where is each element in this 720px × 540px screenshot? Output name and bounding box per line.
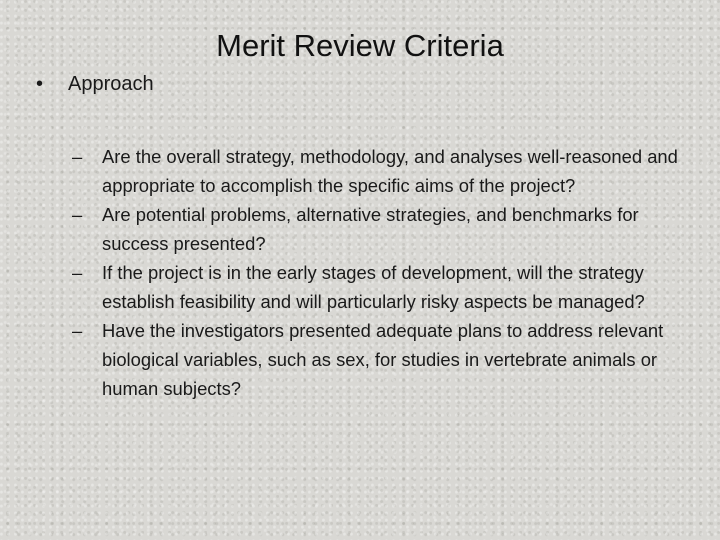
sub-bullet-text: Have the investigators presented adequate plans to address relevant biological variables, such as sex, for studies in vertebrate animals or human subjects? [102, 320, 664, 399]
sub-bullet-item [72, 200, 692, 258]
bullet-marker: • [36, 73, 44, 95]
sub-bullet-text: Are the overall strategy, methodology, and analyses well-reasoned and appropriate to accomplish the specific aims of the project? [102, 146, 678, 196]
bullet-text: Approach [68, 73, 154, 95]
sub-bullet-item [72, 142, 692, 200]
sub-bullet-text: If the project is in the early stages of development, will the strategy establish feasibility and will particularly risky aspects be managed? [102, 262, 645, 312]
sub-bullet-text: Are potential problems, alternative strategies, and benchmarks for success presented? [102, 204, 639, 254]
dash-marker: – [72, 320, 83, 341]
sub-bullet-item [72, 316, 692, 403]
dash-marker: – [72, 204, 83, 225]
dash-marker: – [72, 146, 83, 167]
slide-title: Merit Review Criteria [216, 28, 504, 63]
sub-bullet-list [72, 142, 692, 403]
dash-marker: – [72, 262, 83, 283]
sub-bullet-item [72, 258, 692, 316]
bullet-approach [36, 68, 676, 100]
